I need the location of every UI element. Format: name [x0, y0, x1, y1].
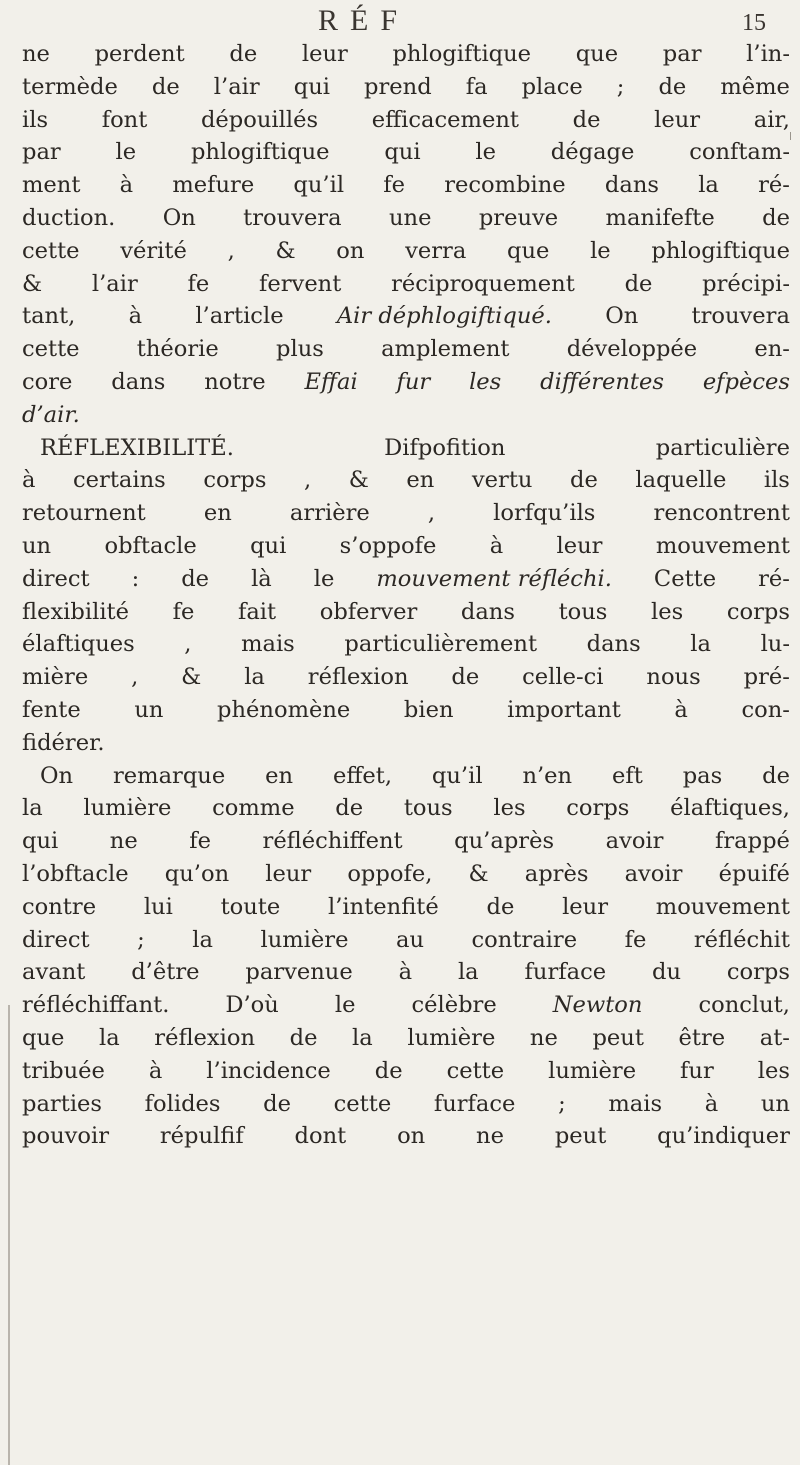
text-line [22, 825, 790, 858]
word: trouvera [243, 204, 342, 231]
word: même [720, 73, 790, 100]
text-line [22, 366, 790, 399]
word: ré- [758, 172, 790, 199]
word: célèbre [411, 992, 497, 1019]
word: amplement [381, 336, 510, 363]
word: ne [529, 1024, 558, 1051]
word: qu’après [454, 828, 555, 855]
word: particulièrement [344, 631, 538, 658]
word: mais [608, 1090, 663, 1117]
text-line [22, 694, 790, 727]
word: dont [294, 1123, 347, 1150]
word: certains [73, 467, 166, 494]
word: la [192, 926, 213, 953]
text-line [22, 333, 790, 366]
word: verra [405, 237, 467, 264]
text-line [22, 497, 790, 530]
word: de [335, 795, 364, 822]
italic-word: efpèces [702, 368, 790, 395]
word: font [101, 106, 148, 133]
word: la [244, 664, 265, 691]
word: n’en [522, 762, 573, 789]
word: lumière [548, 1057, 637, 1084]
word: corps [203, 467, 267, 494]
word: mouvement [655, 893, 790, 920]
word: comme [212, 795, 295, 822]
text-line [22, 399, 790, 432]
word: prend [364, 73, 432, 100]
word: la [457, 959, 479, 986]
word: l’obftacle [22, 860, 129, 887]
italic-word: d’air. [22, 401, 80, 428]
word: de [762, 762, 790, 789]
word: dans [586, 631, 641, 658]
word: manifefte [605, 204, 715, 231]
text-line [22, 563, 790, 596]
word: la [22, 795, 43, 822]
word: un [22, 532, 52, 559]
word: de [151, 73, 180, 100]
word: conftam- [689, 139, 790, 166]
word: réfléchiffant. [22, 992, 170, 1019]
word: réfléchit [693, 926, 790, 953]
word: & [22, 270, 43, 297]
margin-mark [790, 132, 791, 140]
word: place [521, 73, 583, 100]
text-line [22, 989, 790, 1022]
text-line [22, 727, 790, 760]
word: direct [22, 565, 90, 592]
word: l’air [91, 270, 138, 297]
word: d’être [131, 959, 200, 986]
word: air, [753, 106, 790, 133]
word: de [572, 106, 601, 133]
text-line [22, 464, 790, 497]
word: Difpofition [384, 434, 506, 461]
word: fur [680, 1057, 714, 1084]
word: par [22, 139, 61, 166]
text-line [22, 432, 790, 465]
word: cette [333, 1090, 392, 1117]
word: on [336, 237, 365, 264]
word: à [128, 303, 143, 330]
text-line [22, 136, 790, 169]
word: mière [22, 664, 89, 691]
word: un [760, 1090, 790, 1117]
text-line [22, 38, 790, 71]
word: On [40, 762, 74, 789]
word: pas [682, 762, 723, 789]
word: corps [726, 598, 790, 625]
word: vérité [120, 237, 187, 264]
word: fe [624, 926, 647, 953]
word: fe [187, 270, 210, 297]
word: lumière [83, 795, 172, 822]
word: bien [403, 696, 454, 723]
word: à [674, 696, 688, 723]
word: trouvera [691, 303, 790, 330]
text-line [22, 104, 790, 137]
word: fe [383, 172, 406, 199]
text-line [22, 530, 790, 563]
word: s’oppofe [339, 532, 437, 559]
word: là [251, 565, 272, 592]
word: de [624, 270, 653, 297]
word: le [115, 139, 137, 166]
word: à [704, 1090, 719, 1117]
word: ; [137, 926, 145, 953]
page-number: 15 [742, 10, 766, 36]
word: en [406, 467, 435, 494]
word: important [507, 696, 621, 723]
word: l’article [195, 303, 284, 330]
word: obftacle [104, 532, 197, 559]
word: arrière [289, 500, 370, 527]
word: phlogiftique [190, 139, 330, 166]
word: laquelle [635, 467, 727, 494]
word: tant, [22, 303, 76, 330]
word: , [427, 500, 436, 527]
text-line [22, 628, 790, 661]
text-line [22, 858, 790, 891]
word: dans [111, 368, 166, 395]
word: phlogiftique [392, 41, 532, 67]
word: les [651, 598, 684, 625]
word: fervent [259, 270, 342, 297]
word: duction. [22, 204, 116, 231]
word: corps [566, 795, 630, 822]
text-line [22, 924, 790, 957]
word: leur [654, 106, 701, 133]
word: fidérer. [22, 729, 105, 756]
word: de [762, 204, 790, 231]
text-line [22, 956, 790, 989]
word: toute [220, 893, 281, 920]
word: cette [22, 237, 80, 264]
word: lumière [407, 1024, 496, 1051]
word: phlogiftique [651, 237, 790, 264]
word: conclut, [698, 992, 790, 1019]
word: un [134, 696, 164, 723]
word: parties [22, 1090, 103, 1117]
word: théorie [136, 336, 219, 363]
text-line [22, 596, 790, 629]
word: de [451, 664, 480, 691]
word: fente [22, 696, 81, 723]
word: après [524, 860, 589, 887]
word: direct [22, 926, 90, 953]
word: fa [465, 73, 488, 100]
word: oppofe, [347, 860, 433, 887]
word: qui [250, 532, 287, 559]
word: , [227, 237, 235, 264]
word: que [507, 237, 550, 264]
word: avoir [605, 828, 664, 855]
word: core [22, 368, 73, 395]
word: la [690, 631, 711, 658]
word: de [486, 893, 515, 920]
word: leur [562, 893, 609, 920]
word: parvenue [245, 959, 353, 986]
word: à [398, 959, 413, 986]
word: pré- [743, 664, 790, 691]
word: que [575, 41, 619, 67]
word: lorfqu’ils [493, 500, 596, 527]
word: preuve [478, 204, 559, 231]
body-text [22, 38, 790, 1153]
word: corps [726, 959, 790, 986]
word: cette [446, 1057, 505, 1084]
text-line [22, 235, 790, 268]
word: , [304, 467, 312, 494]
word: Cette [653, 565, 717, 592]
word: l’incidence [206, 1057, 331, 1084]
word: de [658, 73, 687, 100]
word: fe [172, 598, 195, 625]
word: à [22, 467, 36, 494]
word: tous [403, 795, 453, 822]
text-line [22, 71, 790, 104]
word: peut [592, 1024, 644, 1051]
word: mefure [172, 172, 255, 199]
word: être [678, 1024, 726, 1051]
word: notre [204, 368, 266, 395]
word: mais [241, 631, 295, 658]
word: réflexion [307, 664, 409, 691]
word: tous [558, 598, 608, 625]
word: cette [22, 336, 80, 363]
word: de [289, 1024, 318, 1051]
word: con- [741, 696, 790, 723]
word: furface [524, 959, 607, 986]
word: à [489, 532, 504, 559]
italic-word: Newton [552, 992, 643, 1019]
word: répulfif [159, 1123, 244, 1150]
word: & [348, 467, 369, 494]
word: à [148, 1057, 163, 1084]
word: & [468, 860, 489, 887]
word: remarque [112, 762, 226, 789]
word: ment [22, 172, 81, 199]
word: le [313, 565, 335, 592]
word: ne [476, 1123, 504, 1150]
word: , [184, 631, 192, 658]
italic-word: mouvement réfléchi. [376, 565, 612, 592]
word: ils [22, 106, 49, 133]
word: qu’on [164, 860, 230, 887]
word: le [590, 237, 611, 264]
text-line [22, 202, 790, 235]
word: lu- [760, 631, 790, 658]
word: avoir [624, 860, 683, 887]
word: plus [276, 336, 324, 363]
word: ne [22, 41, 50, 67]
word: leur [301, 41, 348, 67]
word: leur [556, 532, 603, 559]
word: dans [460, 598, 515, 625]
word: une [388, 204, 432, 231]
word: réfléchiffent [262, 828, 403, 855]
word: de [181, 565, 210, 592]
word: ; [616, 73, 625, 100]
word: la [698, 172, 719, 199]
word: à [119, 172, 134, 199]
italic-word: fur [396, 368, 431, 395]
text-line [22, 792, 790, 825]
word: particulière [655, 434, 790, 461]
italic-word: les [469, 368, 502, 395]
word: dans [604, 172, 659, 199]
word: élaftiques [22, 631, 135, 658]
italic-word: Effai [304, 368, 358, 395]
word: retournent [22, 500, 146, 527]
word: On [162, 204, 196, 231]
word: efficacement [371, 106, 519, 133]
word: dégage [550, 139, 635, 166]
word: les [493, 795, 526, 822]
word: , [131, 664, 139, 691]
word: mouvement [655, 532, 790, 559]
word: de [570, 467, 598, 494]
word: obferver [319, 598, 418, 625]
word: & [275, 237, 296, 264]
word: D’où [225, 992, 279, 1019]
word: celle-ci [522, 664, 604, 691]
text-line [22, 891, 790, 924]
word: : [131, 565, 140, 592]
word: épuifé [718, 860, 790, 887]
text-line [22, 1055, 790, 1088]
word: nous [646, 664, 701, 691]
text-line [22, 1120, 790, 1153]
word: lui [143, 893, 173, 920]
text-line [22, 1088, 790, 1121]
text-line [22, 268, 790, 301]
word: du [651, 959, 681, 986]
text-line [22, 169, 790, 202]
word: précipi- [702, 270, 790, 297]
word: lumière [260, 926, 349, 953]
word: termède [22, 73, 118, 100]
word: qui [293, 73, 330, 100]
word: vertu [471, 467, 533, 494]
word: ré- [758, 565, 790, 592]
word: contre [22, 893, 97, 920]
word: l’intenfité [328, 893, 439, 920]
word: la [98, 1024, 120, 1051]
word: fe [189, 828, 211, 855]
word: qui [22, 828, 59, 855]
word: dépouillés [200, 106, 319, 133]
word: fait [237, 598, 277, 625]
word: ils [763, 467, 790, 494]
word: rencontrent [653, 500, 790, 527]
binding-shadow [8, 1005, 10, 1465]
word: de [374, 1057, 403, 1084]
word: de [229, 41, 258, 67]
word: pouvoir [22, 1123, 110, 1150]
word: folides [144, 1090, 221, 1117]
word: frappé [715, 828, 790, 855]
italic-word: Air déphlogiftiqué. [336, 303, 552, 330]
word: tribuée [22, 1057, 105, 1084]
word: effet, [332, 762, 393, 789]
word: en [265, 762, 294, 789]
word: leur [265, 860, 312, 887]
word: le [475, 139, 496, 166]
word: & [181, 664, 202, 691]
word: flexibilité [22, 598, 130, 625]
word: avant [22, 959, 86, 986]
text-line [22, 300, 790, 333]
word: élaftiques, [670, 795, 790, 822]
word: de [263, 1090, 291, 1117]
word: perdent [94, 41, 185, 67]
word: en [203, 500, 232, 527]
word: ne [109, 828, 138, 855]
word: RÉFLEXIBILITÉ. [40, 434, 234, 461]
text-line [22, 760, 790, 793]
word: ; [558, 1090, 566, 1117]
word: en- [754, 336, 790, 363]
word: l’air [213, 73, 260, 100]
word: développée [566, 336, 698, 363]
text-line [22, 661, 790, 694]
word: at- [759, 1024, 790, 1051]
word: contraire [471, 926, 578, 953]
word: la [352, 1024, 373, 1051]
italic-word: différentes [540, 368, 664, 395]
word: l’in- [746, 41, 790, 67]
word: le [334, 992, 356, 1019]
word: on [397, 1123, 426, 1150]
word: On [605, 303, 639, 330]
word: par [662, 41, 702, 67]
word: eft [612, 762, 643, 789]
word: qui [384, 139, 421, 166]
word: furface [433, 1090, 516, 1117]
word: réciproquement [391, 270, 575, 297]
word: recombine [444, 172, 566, 199]
word: réflexion [154, 1024, 256, 1051]
word: qu’il [431, 762, 483, 789]
word: que [22, 1024, 65, 1051]
word: qu’il [293, 172, 345, 199]
word: phénomène [217, 696, 351, 723]
word: peut [554, 1123, 607, 1150]
text-line [22, 1022, 790, 1055]
word: qu’indiquer [657, 1123, 790, 1150]
running-head: RÉF [318, 4, 410, 37]
word: les [757, 1057, 790, 1084]
word: au [395, 926, 424, 953]
